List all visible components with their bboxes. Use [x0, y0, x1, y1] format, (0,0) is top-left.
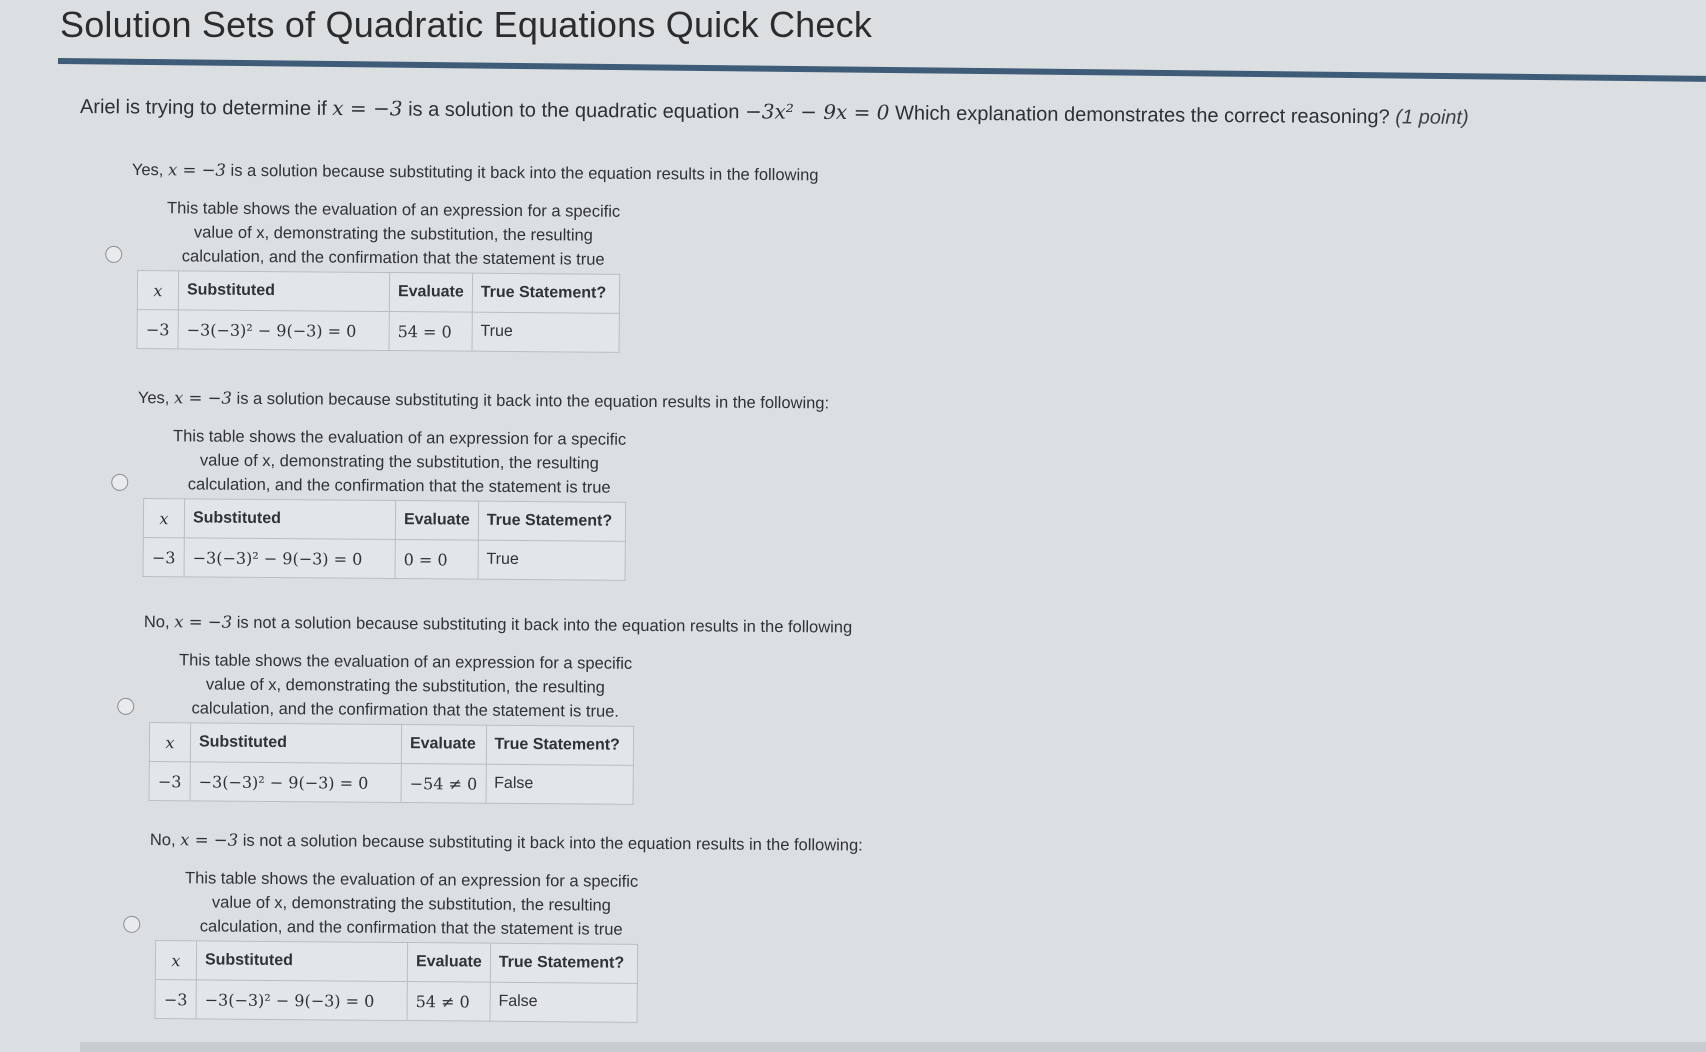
table-header-row — [137, 271, 619, 314]
question-x-value: x = −3 — [332, 95, 403, 121]
header-true-statement: True Statement? — [490, 943, 637, 983]
option-x-value: x = −3 — [167, 160, 227, 180]
cell-true-statement: True — [472, 312, 619, 352]
answer-option-a[interactable] — [131, 160, 952, 342]
option-reason: is a solution because substituting it back into the equation results in the following — [230, 161, 819, 185]
option-verdict: Yes, — [131, 160, 164, 180]
option-x-value: x = −3 — [173, 388, 233, 408]
option-reason: is not a solution because substituting it back into the equation results in the following: — [242, 831, 863, 855]
radio-button-d[interactable] — [123, 916, 140, 933]
answer-option-d[interactable] — [149, 830, 970, 1012]
cell-evaluate: 54 = 0 — [389, 312, 472, 352]
header-x: x — [137, 271, 178, 310]
cell-x: −3 — [149, 762, 190, 801]
option-verdict: Yes, — [137, 388, 170, 408]
table-row — [155, 980, 637, 1023]
header-true-statement: True Statement? — [486, 725, 633, 765]
header-substituted: Substituted — [178, 271, 389, 312]
cell-substituted: −3(−3)² − 9(−3) = 0 — [184, 538, 395, 579]
cell-true-statement: False — [486, 764, 633, 804]
option-reason: is a solution because substituting it back into the equation results in the following: — [236, 389, 830, 413]
option-x-value: x = −3 — [180, 830, 239, 850]
cell-true-statement: False — [490, 982, 637, 1022]
table-header-row — [149, 723, 633, 766]
header-evaluate: Evaluate — [407, 943, 490, 983]
header-true-statement: True Statement? — [478, 501, 625, 541]
header-substituted: Substituted — [184, 499, 395, 540]
cell-x: −3 — [155, 980, 196, 1019]
cell-evaluate: −54 ≠ 0 — [401, 764, 486, 804]
cell-evaluate: 54 ≠ 0 — [407, 982, 490, 1022]
option-description: This table shows the evaluation of an expression for a specific value of x, demonstrating the substitution, the resulting calculation, and the confirmation that the statement is true — [185, 869, 639, 939]
cell-true-statement: True — [478, 540, 625, 580]
table-row — [149, 762, 633, 805]
option-verdict: No, — [149, 830, 176, 850]
cell-x: −3 — [143, 538, 184, 577]
table-row — [137, 310, 619, 353]
header-x: x — [155, 941, 196, 980]
page-title: Solution Sets of Quadratic Equations Quick Check — [60, 4, 873, 45]
table-header-row — [155, 941, 637, 984]
option-description: This table shows the evaluation of an expression for a specific value of x, demonstrating the substitution, the resulting calculation, and the confirmation that the statement is true. — [179, 651, 633, 721]
option-statement — [138, 388, 829, 413]
cell-substituted: −3(−3)² − 9(−3) = 0 — [196, 980, 407, 1021]
option-x-value: x = −3 — [174, 612, 233, 632]
header-substituted: Substituted — [190, 723, 401, 764]
cell-substituted: −3(−3)² − 9(−3) = 0 — [178, 310, 389, 351]
table-row — [143, 538, 625, 581]
option-description: This table shows the evaluation of an expression for a specific value of x, demonstrating the substitution, the resulting calculation, and the confirmation that the statement is true — [173, 427, 627, 497]
evaluation-table — [143, 498, 626, 581]
cell-substituted: −3(−3)² − 9(−3) = 0 — [190, 762, 401, 803]
header-true-statement: True Statement? — [472, 273, 619, 313]
option-description: This table shows the evaluation of an expression for a specific value of x, demonstrating the substitution, the resulting calculation, and the confirmation that the statement is true — [167, 199, 621, 269]
option-verdict: No, — [143, 612, 170, 632]
cell-evaluate: 0 = 0 — [395, 540, 478, 580]
question-points: (1 point) — [1395, 106, 1469, 129]
question-text-before: Ariel is trying to determine if — [79, 96, 327, 120]
evaluation-table — [155, 940, 638, 1023]
radio-button-b[interactable] — [111, 474, 128, 491]
question-text-middle: is a solution to the quadratic equation — [408, 98, 740, 124]
question-prompt — [80, 94, 1680, 132]
answer-option-b[interactable] — [137, 388, 958, 569]
title-divider — [58, 58, 1706, 82]
cell-x: −3 — [137, 310, 178, 349]
radio-button-c[interactable] — [117, 698, 134, 715]
horizontal-scrollbar[interactable] — [80, 1042, 1706, 1052]
option-reason: is not a solution because substituting it back into the equation results in the following — [236, 613, 853, 637]
option-statement — [150, 830, 863, 856]
header-substituted: Substituted — [196, 941, 407, 982]
header-x: x — [149, 723, 190, 762]
header-evaluate: Evaluate — [389, 273, 472, 313]
question-text-after: Which explanation demonstrates the correct reasoning? — [894, 102, 1390, 129]
question-equation: −3x² − 9x = 0 — [744, 99, 890, 125]
header-evaluate: Evaluate — [395, 501, 478, 541]
header-evaluate: Evaluate — [401, 725, 486, 765]
option-statement — [132, 160, 819, 185]
evaluation-table — [149, 722, 634, 805]
header-x: x — [143, 499, 184, 538]
answer-option-c[interactable] — [143, 612, 964, 794]
radio-button-a[interactable] — [105, 246, 122, 263]
table-header-row — [143, 499, 625, 542]
option-statement — [144, 612, 852, 638]
evaluation-table — [137, 270, 620, 353]
